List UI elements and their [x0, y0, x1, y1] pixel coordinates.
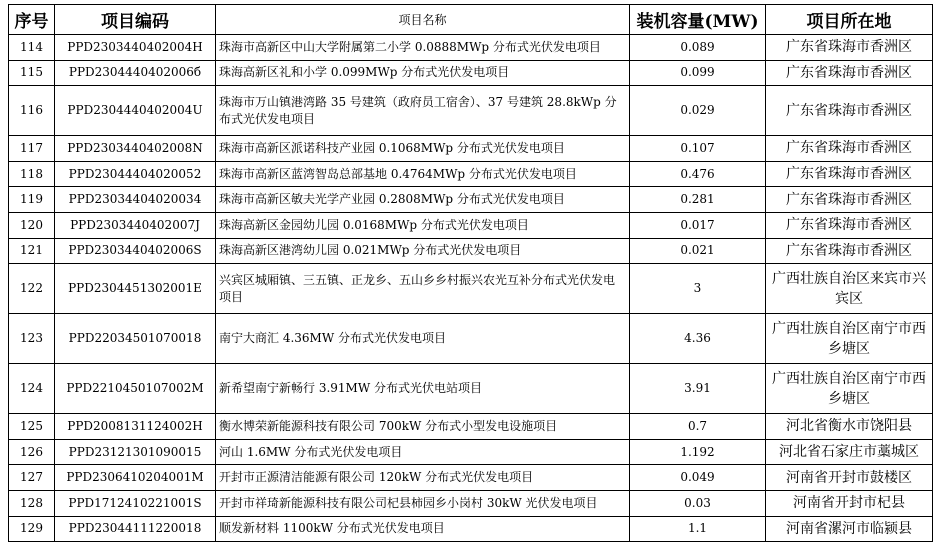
table-row [9, 439, 933, 465]
row-seq-cell: 126 [9, 439, 55, 465]
row-name-cell: 衡水博荣新能源科技有限公司 700kW 分布式小型发电设施项目 [216, 414, 630, 440]
table-row [9, 161, 933, 187]
row-name-cell: 珠海市高新区中山大学附属第二小学 0.0888MWp 分布式光伏发电项目 [216, 35, 630, 61]
row-code-cell: PPD23044111220018 [55, 516, 216, 542]
row-code-cell: PPD2304451302001E [55, 264, 216, 314]
row-capacity-cell: 0.049 [630, 465, 766, 491]
row-location-cell: 广东省珠海市香洲区 [766, 212, 933, 238]
header-seq: 序号 [9, 5, 55, 35]
row-code-cell: PPD2008131124002H [55, 414, 216, 440]
row-seq-cell: 125 [9, 414, 55, 440]
row-seq-cell: 117 [9, 136, 55, 162]
row-name-cell: 兴宾区城厢镇、三五镇、正龙乡、五山乡乡村振兴农光互补分布式光伏发电项目 [216, 264, 630, 314]
row-name-cell: 新希望南宁新畅行 3.91MW 分布式光伏电站项目 [216, 364, 630, 414]
table-row [9, 238, 933, 264]
row-name-cell: 珠海市高新区蓝湾智岛总部基地 0.4764MWp 分布式光伏发电项目 [216, 161, 630, 187]
row-name-cell: 珠海市万山镇港湾路 35 号建筑（政府员工宿舍）、37 号建筑 28.8kWp 分布式光伏发电项目 [216, 86, 630, 136]
row-name-cell: 南宁大商汇 4.36MW 分布式光伏发电项目 [216, 314, 630, 364]
row-location-cell: 河南省开封市杞县 [766, 490, 933, 516]
row-code-cell: PPD2303440402008N [55, 136, 216, 162]
row-location-cell: 广东省珠海市香洲区 [766, 187, 933, 213]
row-location-cell: 广西壮族自治区南宁市西乡塘区 [766, 364, 933, 414]
row-capacity-cell: 0.099 [630, 60, 766, 86]
row-location-cell: 广东省珠海市香洲区 [766, 35, 933, 61]
header-row [9, 5, 933, 35]
table-row [9, 414, 933, 440]
row-capacity-cell: 0.089 [630, 35, 766, 61]
row-seq-cell: 124 [9, 364, 55, 414]
row-location-cell: 广东省珠海市香洲区 [766, 60, 933, 86]
row-name-cell: 珠海高新区礼和小学 0.099MWp 分布式光伏发电项目 [216, 60, 630, 86]
row-seq-cell: 119 [9, 187, 55, 213]
row-capacity-cell: 3 [630, 264, 766, 314]
row-seq-cell: 118 [9, 161, 55, 187]
row-location-cell: 广东省珠海市香洲区 [766, 161, 933, 187]
row-code-cell: PPD2210450107002M [55, 364, 216, 414]
row-code-cell: PPD23044404020052 [55, 161, 216, 187]
header-location: 项目所在地 [766, 5, 933, 35]
row-seq-cell: 122 [9, 264, 55, 314]
row-name-cell: 开封市祥琦新能源科技有限公司杞县柿园乡小岗村 30kW 光伏发电项目 [216, 490, 630, 516]
row-code-cell: PPD2303440402006S [55, 238, 216, 264]
row-capacity-cell: 1.192 [630, 439, 766, 465]
row-capacity-cell: 0.021 [630, 238, 766, 264]
table-row [9, 86, 933, 136]
row-code-cell: PPD2303440402004H [55, 35, 216, 61]
row-location-cell: 河南省漯河市临颍县 [766, 516, 933, 542]
row-location-cell: 广西壮族自治区南宁市西乡塘区 [766, 314, 933, 364]
table-row [9, 314, 933, 364]
row-seq-cell: 127 [9, 465, 55, 491]
row-capacity-cell: 0.476 [630, 161, 766, 187]
row-code-cell: PPD1712410221001S [55, 490, 216, 516]
row-name-cell: 珠海高新区港湾幼儿园 0.021MWp 分布式光伏发电项目 [216, 238, 630, 264]
table-row [9, 212, 933, 238]
row-location-cell: 河北省衡水市饶阳县 [766, 414, 933, 440]
row-capacity-cell: 0.281 [630, 187, 766, 213]
row-capacity-cell: 0.017 [630, 212, 766, 238]
table-row [9, 364, 933, 414]
table-row [9, 136, 933, 162]
table-row [9, 264, 933, 314]
row-seq-cell: 129 [9, 516, 55, 542]
row-name-cell: 珠海高新区金园幼儿园 0.0168MWp 分布式光伏发电项目 [216, 212, 630, 238]
row-seq-cell: 115 [9, 60, 55, 86]
row-capacity-cell: 4.36 [630, 314, 766, 364]
project-table [8, 4, 933, 542]
row-location-cell: 河南省开封市鼓楼区 [766, 465, 933, 491]
table-row [9, 490, 933, 516]
row-location-cell: 广东省珠海市香洲区 [766, 136, 933, 162]
project-table-container [8, 4, 933, 542]
header-name: 项目名称 [216, 5, 630, 35]
row-seq-cell: 123 [9, 314, 55, 364]
header-capacity: 装机容量(MW) [630, 5, 766, 35]
table-row [9, 187, 933, 213]
table-body [9, 35, 933, 542]
row-capacity-cell: 0.029 [630, 86, 766, 136]
row-seq-cell: 116 [9, 86, 55, 136]
row-name-cell: 顺发新材料 1100kW 分布式光伏发电项目 [216, 516, 630, 542]
row-capacity-cell: 3.91 [630, 364, 766, 414]
row-seq-cell: 114 [9, 35, 55, 61]
header-code: 项目编码 [55, 5, 216, 35]
row-capacity-cell: 1.1 [630, 516, 766, 542]
row-code-cell: PPD23034404020034 [55, 187, 216, 213]
row-name-cell: 河山 1.6MW 分布式光伏发电项目 [216, 439, 630, 465]
row-name-cell: 珠海市高新区敏夫光学产业园 0.2808MWp 分布式光伏发电项目 [216, 187, 630, 213]
table-row [9, 60, 933, 86]
row-location-cell: 广东省珠海市香洲区 [766, 238, 933, 264]
row-code-cell: PPD2304440402006б [55, 60, 216, 86]
row-code-cell: PPD23121301090015 [55, 439, 216, 465]
row-capacity-cell: 0.7 [630, 414, 766, 440]
row-name-cell: 开封市正源清洁能源有限公司 120kW 分布式光伏发电项目 [216, 465, 630, 491]
row-capacity-cell: 0.03 [630, 490, 766, 516]
row-code-cell: PPD22034501070018 [55, 314, 216, 364]
row-code-cell: PPD2303440402007J [55, 212, 216, 238]
table-row [9, 35, 933, 61]
row-seq-cell: 128 [9, 490, 55, 516]
row-code-cell: PPD2304440402004U [55, 86, 216, 136]
row-seq-cell: 120 [9, 212, 55, 238]
row-location-cell: 广东省珠海市香洲区 [766, 86, 933, 136]
row-capacity-cell: 0.107 [630, 136, 766, 162]
row-location-cell: 河北省石家庄市藁城区 [766, 439, 933, 465]
row-name-cell: 珠海市高新区派诺科技产业园 0.1068MWp 分布式光伏发电项目 [216, 136, 630, 162]
row-code-cell: PPD2306410204001M [55, 465, 216, 491]
table-row [9, 465, 933, 491]
row-seq-cell: 121 [9, 238, 55, 264]
row-location-cell: 广西壮族自治区来宾市兴宾区 [766, 264, 933, 314]
